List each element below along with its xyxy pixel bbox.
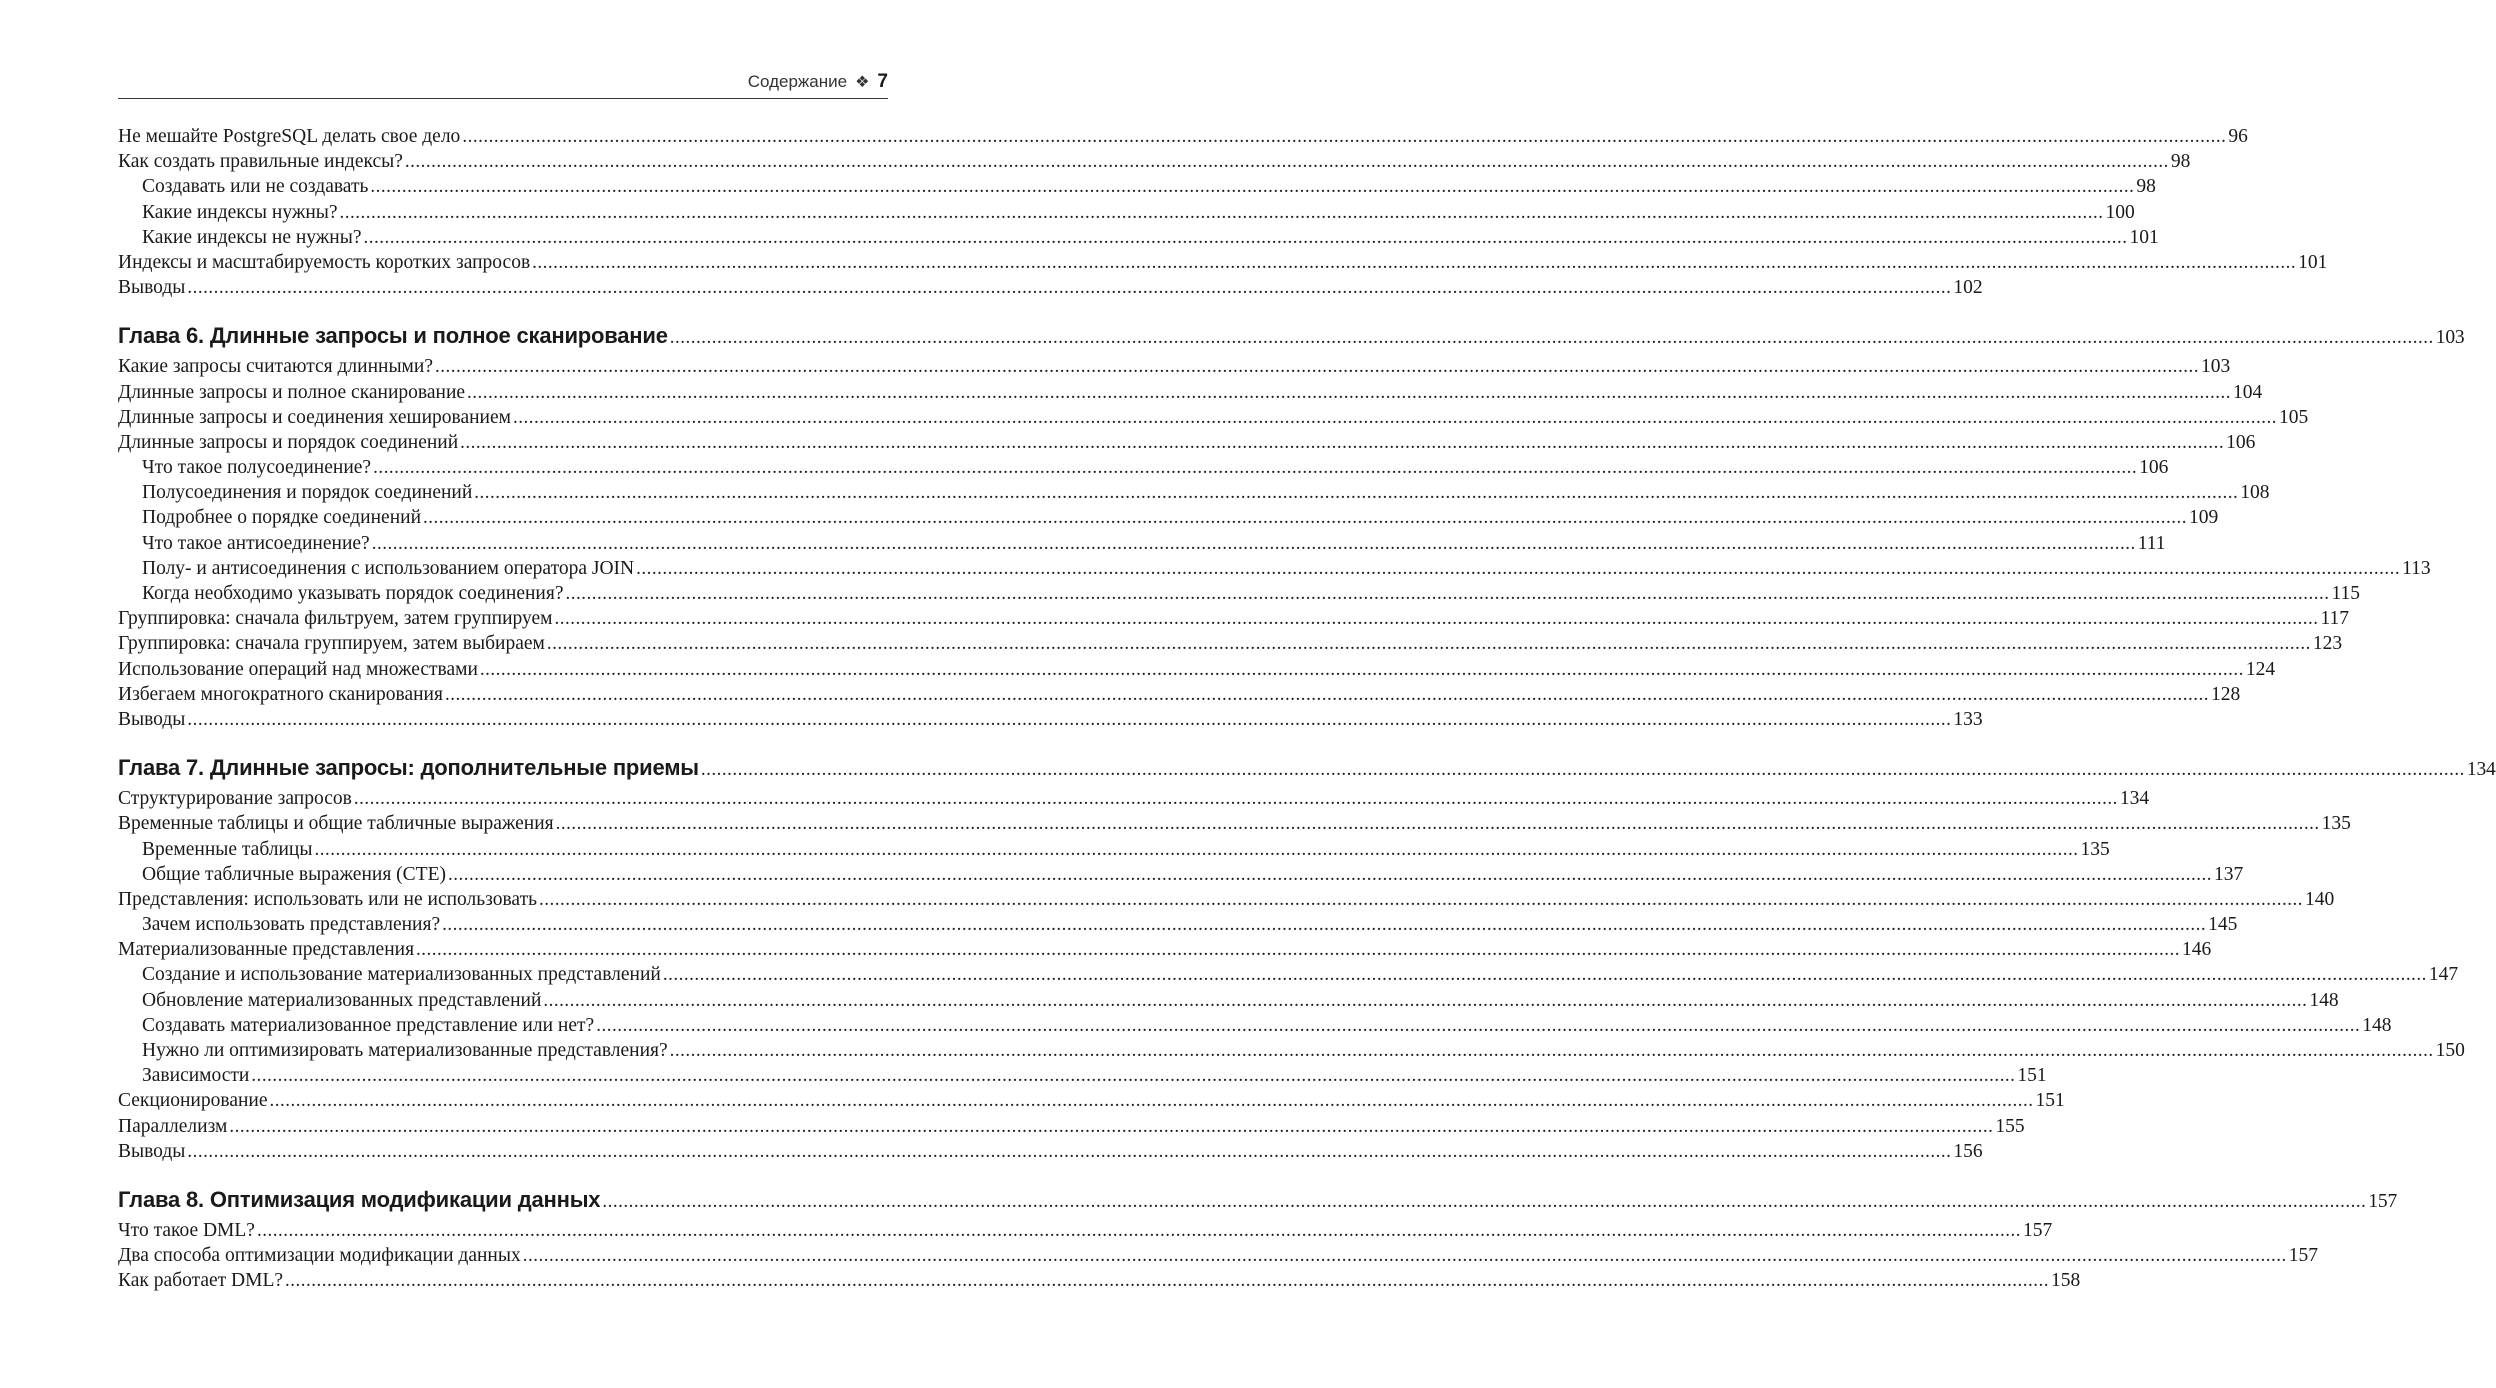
toc-entry-page: 102 bbox=[1953, 277, 1983, 299]
dot-leader bbox=[543, 988, 2307, 1013]
dot-leader bbox=[523, 1243, 2287, 1268]
dot-leader bbox=[187, 1139, 1951, 1164]
dot-leader bbox=[187, 275, 1951, 300]
dot-leader bbox=[285, 1268, 2049, 1293]
toc-entry-title: Зачем использовать представления? bbox=[142, 914, 441, 936]
toc-entry bbox=[118, 962, 2459, 987]
toc-entry-title: Параллелизм bbox=[118, 1115, 228, 1137]
header-page-number: 7 bbox=[877, 71, 888, 92]
toc-entry bbox=[118, 631, 2343, 656]
toc-entry-title: Глава 6. Длинные запросы и полное сканирование bbox=[118, 323, 668, 349]
toc-entry bbox=[118, 480, 2270, 505]
toc-entry-title: Какие индексы нужны? bbox=[142, 201, 338, 223]
dot-leader bbox=[670, 320, 2434, 354]
toc-entry bbox=[118, 606, 2350, 631]
toc-entry bbox=[118, 1063, 2047, 1088]
dot-leader bbox=[370, 174, 2134, 199]
toc-entry-title: Полу- и антисоединения с использованием оператора JOIN bbox=[142, 557, 635, 579]
toc-entry-title: Обновление материализованных представлений bbox=[142, 989, 542, 1011]
dot-leader bbox=[636, 556, 2400, 581]
toc-entry bbox=[118, 837, 2110, 862]
dot-leader bbox=[460, 430, 2224, 455]
dot-leader bbox=[416, 937, 2180, 962]
toc-entry-title: Избегаем многократного сканирования bbox=[118, 683, 443, 705]
toc-entry-page: 157 bbox=[2288, 1245, 2318, 1267]
toc-entry-page: 113 bbox=[2402, 557, 2431, 579]
toc-entry-title: Выводы bbox=[118, 277, 186, 299]
running-header bbox=[118, 66, 888, 99]
toc-entry-title: Когда необходимо указывать порядок соединения? bbox=[142, 583, 564, 604]
dot-leader bbox=[270, 1088, 2034, 1113]
dot-leader bbox=[596, 1013, 2360, 1038]
toc-entry-page: 117 bbox=[2320, 608, 2350, 630]
dot-leader bbox=[532, 250, 2296, 275]
toc-entry-title: Нужно ли оптимизировать материализованные представления? bbox=[142, 1040, 668, 1061]
toc-entry bbox=[118, 1013, 2392, 1038]
toc-entry-title: Длинные запросы и полное сканирование bbox=[118, 381, 466, 403]
toc-entry bbox=[118, 225, 2159, 250]
toc-entry-page: 104 bbox=[2233, 381, 2263, 403]
toc-entry bbox=[118, 275, 1983, 300]
toc-entry-page: 101 bbox=[2298, 251, 2328, 273]
toc-entry bbox=[118, 250, 2328, 275]
dot-leader bbox=[556, 811, 2320, 836]
toc-entry-page: 128 bbox=[2210, 683, 2241, 705]
toc-entry bbox=[118, 1114, 2025, 1139]
toc-entry-title: Не мешайте PostgreSQL делать свое дело bbox=[118, 126, 461, 147]
dot-leader bbox=[547, 631, 2311, 656]
toc-entry-title: Представления: использовать или не использовать bbox=[118, 888, 538, 910]
dot-leader bbox=[467, 380, 2231, 405]
toc-entry-page: 109 bbox=[2189, 507, 2219, 529]
toc-entry bbox=[118, 707, 1983, 732]
toc-entry-page: 150 bbox=[2435, 1040, 2465, 1061]
dot-leader bbox=[442, 912, 2206, 937]
toc-chapter-entry bbox=[118, 752, 2496, 784]
toc-entry-page: 135 bbox=[2080, 838, 2110, 860]
toc-entry-page: 151 bbox=[2035, 1090, 2065, 1112]
toc-entry bbox=[118, 1038, 2465, 1063]
toc-entry-page: 124 bbox=[2245, 658, 2276, 680]
toc-entry-title: Индексы и масштабируемость коротких запросов bbox=[118, 251, 531, 273]
dot-leader bbox=[448, 862, 2212, 887]
dot-leader bbox=[480, 657, 2244, 682]
toc-entry-page: 123 bbox=[2312, 633, 2343, 655]
dot-leader bbox=[363, 225, 2127, 250]
toc-entry-title: Зависимости bbox=[142, 1065, 250, 1087]
toc-entry bbox=[118, 862, 2244, 887]
ornament-icon: ❖ bbox=[855, 74, 870, 91]
toc-entry-page: 158 bbox=[2051, 1270, 2081, 1292]
toc-entry-title: Создавать или не создавать bbox=[142, 176, 369, 198]
toc-entry-title: Как работает DML? bbox=[118, 1270, 284, 1292]
toc-entry-page: 156 bbox=[1953, 1140, 1983, 1162]
toc-entry-title: Структурирование запросов bbox=[118, 788, 352, 810]
dot-leader bbox=[340, 200, 2104, 225]
toc-entry-page: 105 bbox=[2278, 406, 2309, 428]
toc-entry-title: Какие запросы считаются длинными? bbox=[118, 356, 433, 378]
toc-entry-title: Создание и использование материализованных представлений bbox=[142, 964, 661, 986]
toc-chapter-entry bbox=[118, 320, 2465, 352]
toc-entry bbox=[118, 174, 2156, 199]
dot-leader bbox=[373, 455, 2137, 480]
toc-entry-page: 101 bbox=[2129, 226, 2159, 248]
toc-entry-title: Временные таблицы и общие табличные выражения bbox=[118, 813, 554, 835]
dot-leader bbox=[372, 531, 2136, 556]
dot-leader bbox=[354, 786, 2118, 811]
toc-entry-title: Общие табличные выражения (CTE) bbox=[142, 863, 446, 885]
toc-entry-title: Глава 7. Длинные запросы: дополнительные приемы bbox=[118, 755, 699, 781]
toc-entry-title: Длинные запросы и порядок соединений bbox=[118, 431, 459, 453]
toc-entry-title: Что такое полусоединение? bbox=[142, 457, 372, 479]
toc-entry bbox=[118, 380, 2263, 405]
toc-entry-page: 111 bbox=[2137, 532, 2166, 554]
toc-entry-page: 148 bbox=[2362, 1014, 2392, 1036]
toc-entry-page: 134 bbox=[2119, 788, 2150, 810]
dot-leader bbox=[251, 1063, 2015, 1088]
toc-entry-title: Выводы bbox=[118, 708, 186, 730]
toc-entry-page: 135 bbox=[2321, 813, 2351, 835]
toc-entry-page: 151 bbox=[2017, 1065, 2047, 1087]
toc-entry bbox=[118, 455, 2169, 480]
toc-entry-title: Использование операций над множествами bbox=[118, 658, 478, 680]
toc-entry bbox=[118, 430, 2256, 455]
toc-entry bbox=[118, 505, 2219, 530]
dot-leader bbox=[513, 405, 2277, 430]
toc-entry bbox=[118, 200, 2135, 225]
toc-entry-page: 157 bbox=[2022, 1219, 2053, 1241]
dot-leader bbox=[229, 1114, 1993, 1139]
dot-leader bbox=[566, 581, 2330, 606]
toc-entry-page: 147 bbox=[2428, 964, 2459, 986]
toc-entry-title: Выводы bbox=[118, 1140, 186, 1162]
header-section-title: Содержание bbox=[747, 72, 848, 91]
toc-entry-page: 96 bbox=[2228, 126, 2248, 147]
toc-entry-title: Группировка: сначала фильтруем, затем группируем bbox=[118, 608, 553, 630]
toc-entry bbox=[118, 682, 2241, 707]
toc-entry-page: 106 bbox=[2226, 431, 2256, 453]
toc-entry bbox=[118, 124, 2248, 149]
toc-entry-page: 98 bbox=[2170, 151, 2191, 173]
dot-leader bbox=[435, 354, 2199, 379]
dot-leader bbox=[701, 752, 2465, 786]
toc-entry bbox=[118, 1139, 1983, 1164]
dot-leader bbox=[663, 962, 2427, 987]
toc-entry bbox=[118, 1243, 2318, 1268]
toc-entry-page: 106 bbox=[2139, 457, 2169, 479]
toc-entry bbox=[118, 912, 2238, 937]
toc-entry-page: 146 bbox=[2182, 939, 2212, 961]
toc-entry-page: 100 bbox=[2105, 201, 2135, 223]
toc-entry-page: 148 bbox=[2309, 989, 2339, 1011]
dot-leader bbox=[539, 887, 2303, 912]
toc-chapter-entry bbox=[118, 1184, 2397, 1216]
toc-entry bbox=[118, 887, 2335, 912]
toc-entry-title: Какие индексы не нужны? bbox=[142, 226, 362, 248]
toc-entry bbox=[118, 149, 2191, 174]
dot-leader bbox=[602, 1184, 2366, 1218]
toc-entry-title: Длинные запросы и соединения хешированием bbox=[118, 406, 511, 428]
toc-entry bbox=[118, 1268, 2081, 1293]
toc-entry-title: Группировка: сначала группируем, затем выбираем bbox=[118, 633, 545, 655]
dot-leader bbox=[423, 505, 2187, 530]
toc-entry-title: Материализованные представления bbox=[118, 939, 415, 961]
toc-entry-page: 98 bbox=[2136, 176, 2156, 198]
toc-entry-title: Секционирование bbox=[118, 1090, 268, 1112]
toc-entry-page: 140 bbox=[2305, 888, 2335, 910]
toc-entry bbox=[118, 556, 2431, 581]
toc-entry-title: Два способа оптимизации модификации данных bbox=[118, 1245, 521, 1267]
toc-entry bbox=[118, 1218, 2053, 1243]
toc-entry-title: Как создать правильные индексы? bbox=[118, 151, 403, 173]
dot-leader bbox=[670, 1038, 2434, 1063]
toc-entry-title: Временные таблицы bbox=[142, 838, 313, 860]
toc-entry-title: Подробнее о порядке соединений bbox=[142, 507, 421, 529]
toc-entry bbox=[118, 988, 2339, 1013]
toc-entry-page: 103 bbox=[2435, 327, 2465, 349]
toc-entry-page: 108 bbox=[2240, 482, 2270, 504]
toc-entry bbox=[118, 531, 2166, 556]
dot-leader bbox=[257, 1218, 2021, 1243]
toc-entry-page: 103 bbox=[2200, 356, 2231, 378]
dot-leader bbox=[445, 682, 2209, 707]
table-of-contents bbox=[118, 124, 2496, 1294]
toc-entry bbox=[118, 405, 2309, 430]
dot-leader bbox=[555, 606, 2319, 631]
toc-entry-page: 155 bbox=[1995, 1115, 2025, 1137]
toc-entry-page: 145 bbox=[2208, 914, 2238, 936]
dot-leader bbox=[474, 480, 2238, 505]
toc-entry bbox=[118, 937, 2212, 962]
toc-entry bbox=[118, 354, 2231, 379]
toc-entry bbox=[118, 581, 2361, 606]
dot-leader bbox=[187, 707, 1951, 732]
toc-entry-title: Что такое DML? bbox=[118, 1219, 255, 1241]
toc-entry-title: Глава 8. Оптимизация модификации данных bbox=[118, 1186, 601, 1212]
toc-entry-page: 157 bbox=[2368, 1190, 2397, 1212]
toc-entry-title: Создавать материализованное представление или нет? bbox=[142, 1014, 595, 1036]
dot-leader bbox=[405, 149, 2169, 174]
toc-entry bbox=[118, 786, 2150, 811]
toc-entry bbox=[118, 657, 2276, 682]
dot-leader bbox=[314, 837, 2078, 862]
toc-entry-title: Что такое антисоединение? bbox=[142, 532, 370, 554]
toc-entry-page: 134 bbox=[2466, 759, 2496, 781]
toc-entry-page: 115 bbox=[2331, 583, 2361, 604]
toc-entry-page: 133 bbox=[1953, 708, 1983, 730]
toc-entry-page: 137 bbox=[2214, 863, 2244, 885]
dot-leader bbox=[462, 124, 2226, 149]
toc-entry-title: Полусоединения и порядок соединений bbox=[142, 482, 473, 504]
toc-entry bbox=[118, 1088, 2065, 1113]
toc-entry bbox=[118, 811, 2351, 836]
